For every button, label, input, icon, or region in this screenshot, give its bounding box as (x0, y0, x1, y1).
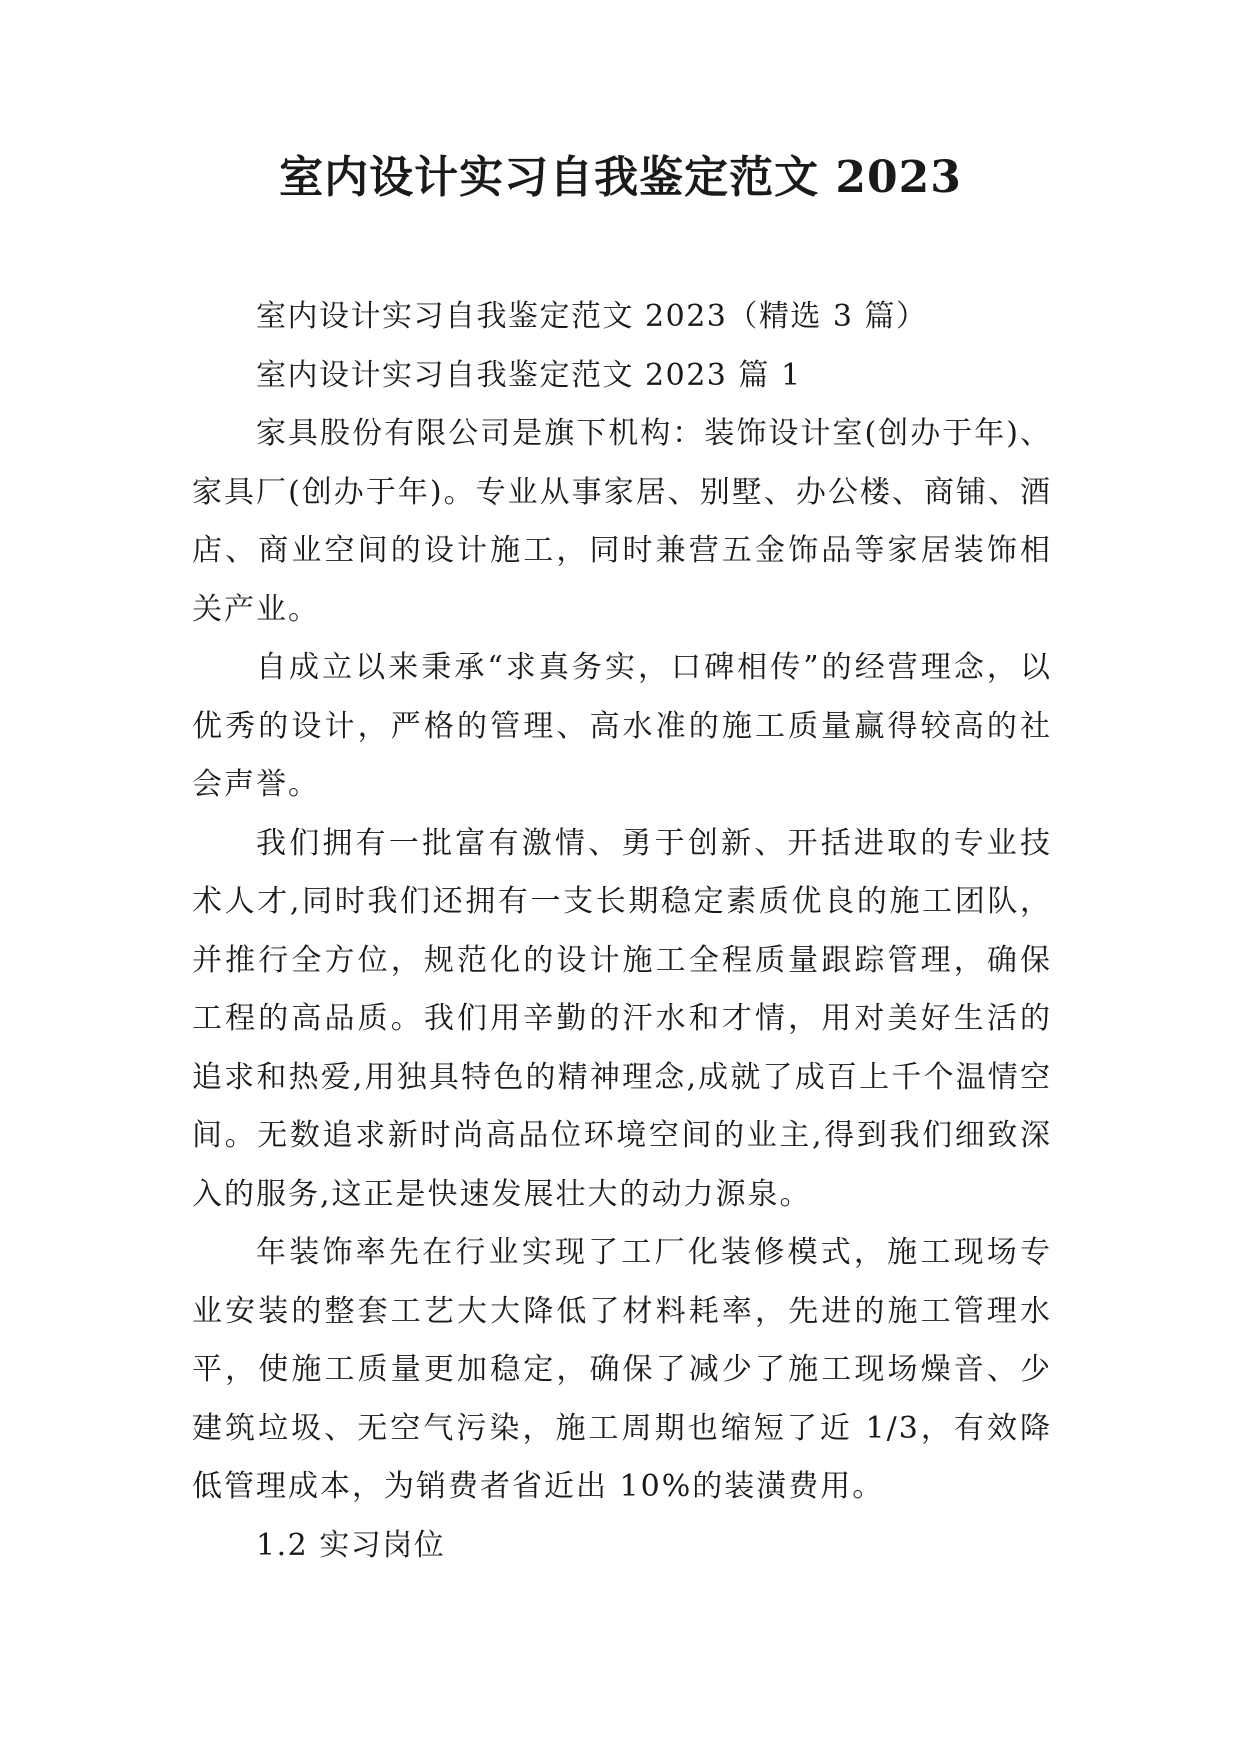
section-heading: 1.2 实习岗位 (256, 1527, 446, 1563)
document-title: 室内设计实习自我鉴定范文 2023 (279, 152, 962, 203)
section-heading: 室内设计实习自我鉴定范文 2023 篇 1 (256, 357, 802, 393)
body-paragraph: 年装饰率先在行业实现了工厂化装修模式，施工现场专业安装的整套工艺大大降低了材料耗率，先进的施工管理水平，使施工质量更加稳定，确保了减少了施工现场燥音、少建筑垃圾、无空气污染，施工周期也缩短了近 1/3，有效降低管理成本，为销费者省近出 10%的装潢费用。 (192, 1235, 1052, 1504)
body-paragraph: 自成立以来秉承“求真务实，口碑相传”的经营理念，以优秀的设计，严格的管理、高水准的施工质量赢得较高的社会声誉。 (192, 650, 1052, 802)
subtitle-paragraph: 室内设计实习自我鉴定范文 2023（精选 3 篇） (256, 299, 928, 334)
body-paragraph: 我们拥有一批富有激情、勇于创新、开括进取的专业技术人才,同时我们还拥有一支长期稳定素质优良的施工团队，并推行全方位，规范化的设计施工全程质量跟踪管理，确保工程的高品质。我们用辛勤的汗水和才情，用对美好生活的追求和热爱,用独具特色的精神理念,成就了成百上千个温情空间。无数追求新时尚高品位环境空间的业主,得到我们细致深入的服务,这正是快速发展壮大的动力源泉。 (192, 825, 1052, 1212)
document-body (192, 288, 1052, 1575)
body-paragraph: 家具股份有限公司是旗下机构：装饰设计室(创办于年)、家具厂(创办于年)。专业从事家居、别墅、办公楼、商铺、酒店、商业空间的设计施工，同时兼营五金饰品等家居装饰相关产业。 (192, 416, 1052, 627)
